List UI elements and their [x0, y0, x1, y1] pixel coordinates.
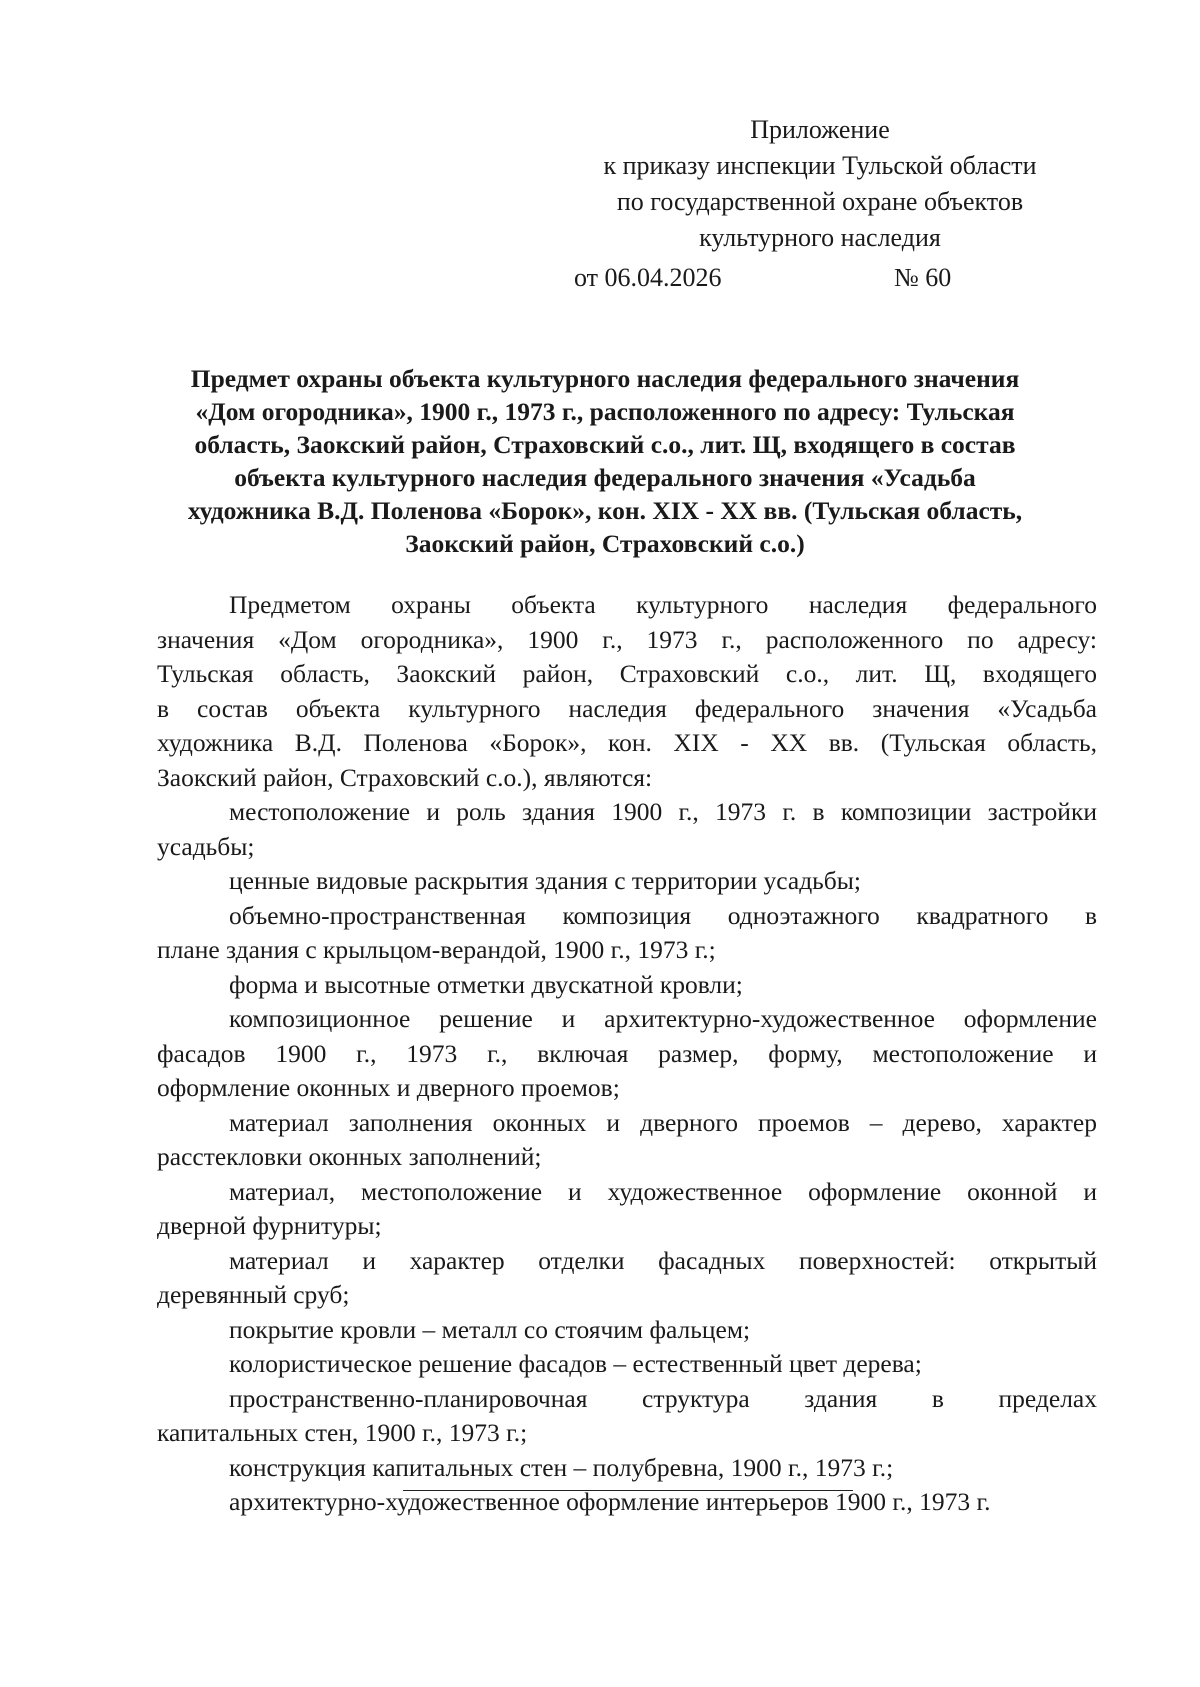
intro-paragraph: [157, 588, 1097, 795]
protection-item: [157, 1175, 1097, 1244]
body-line: ценные видовые раскрытия здания с территории усадьбы;: [229, 866, 861, 895]
body-line: покрытие кровли – металл со стоячим фальцем;: [229, 1314, 751, 1344]
appendix-label: Приложение: [750, 115, 890, 144]
body-line: капитальных стен, 1900 г., 1973 г.;: [157, 1418, 528, 1447]
appendix-header: [560, 112, 1080, 256]
body-line: оформление оконных и дверного проемов;: [157, 1073, 620, 1102]
protection-item: [157, 1382, 1097, 1451]
order-date: от 06.04.2026: [574, 263, 722, 292]
protection-item: [157, 1347, 1097, 1382]
body-line: плане здания с крыльцом-верандой, 1900 г., 1973 г.;: [157, 935, 716, 964]
body-line: Тульская область, Заокский район, Страховский с.о., лит. Щ, входящего: [157, 659, 1097, 688]
body-line: колористическое решение фасадов – естественный цвет дерева;: [229, 1349, 922, 1378]
body-line: архитектурно-художественное оформление интерьеров 1900 г., 1973 г.: [229, 1487, 991, 1516]
body-line: художника В.Д. Поленова «Борок», кон. XIX - XX вв. (Тульская область,: [157, 728, 1097, 757]
protection-items-list: [157, 795, 1097, 1520]
body-line: усадьбы;: [157, 831, 255, 861]
protection-item: [157, 864, 1097, 899]
document-title: [150, 362, 1060, 560]
protection-item: [157, 795, 1097, 864]
protection-item: [157, 1002, 1097, 1106]
appendix-agency-line: по государственной охране объектов: [616, 187, 1024, 216]
separator-line: [403, 1490, 853, 1491]
body-line: объемно-пространственная композиция одноэтажного квадратного в: [229, 900, 1097, 930]
body-line: фасадов 1900 г., 1973 г., включая размер, форму, местоположение и: [157, 1038, 1097, 1068]
protection-item: [157, 1244, 1097, 1313]
protection-item: [157, 1451, 1097, 1486]
title-line: объекта культурного наследия федерального значения «Усадьба: [234, 463, 976, 492]
body-line: материал и характер отделки фасадных поверхностей: открытый: [229, 1245, 1097, 1275]
body-line: Заокский район, Страховский с.о.), являются:: [157, 762, 653, 792]
title-line: Предмет охраны объекта культурного наследия федерального значения: [190, 364, 1020, 393]
body-line: дверной фурнитуры;: [157, 1211, 382, 1240]
body-line: конструкция капитальных стен – полубревна, 1900 г., 1973 г.;: [229, 1452, 894, 1482]
protection-item: [157, 1106, 1097, 1175]
appendix-order-line: к приказу инспекции Тульской области: [603, 151, 1037, 180]
body-line: форма и высотные отметки двускатной кровли;: [229, 969, 743, 999]
body-line: Предметом охраны объекта культурного наследия федерального: [229, 590, 1097, 619]
appendix-date-row: [574, 260, 974, 296]
body-line: деревянный сруб;: [157, 1280, 350, 1309]
title-line: «Дом огородника», 1900 г., 1973 г., расположенного по адресу: Тульская: [195, 397, 1015, 426]
title-line: художника В.Д. Поленова «Борок», кон. XIX - XX вв. (Тульская область,: [187, 496, 1023, 525]
protection-item: [157, 968, 1097, 1003]
body-line: в состав объекта культурного наследия федерального значения «Усадьба: [157, 693, 1097, 723]
body-line: материал, местоположение и художественное оформление оконной и: [229, 1176, 1097, 1206]
body-line: материал заполнения оконных и дверного проемов – дерево, характер: [229, 1107, 1097, 1137]
document-body: [157, 588, 1097, 1520]
body-line: композиционное решение и архитектурно-художественное оформление: [229, 1004, 1097, 1033]
body-line: пространственно-планировочная структура здания в пределах: [229, 1383, 1097, 1413]
title-line: область, Заокский район, Страховский с.о., лит. Щ, входящего в состав: [194, 430, 1016, 459]
body-line: значения «Дом огородника», 1900 г., 1973 г., расположенного по адресу:: [157, 624, 1097, 654]
body-line: местоположение и роль здания 1900 г., 1973 г. в композиции застройки: [229, 797, 1097, 826]
protection-item: [157, 1313, 1097, 1348]
title-line: Заокский район, Страховский с.о.): [405, 529, 805, 558]
body-line: расстекловки оконных заполнений;: [157, 1142, 542, 1171]
order-number: № 60: [894, 263, 952, 292]
protection-item: [157, 899, 1097, 968]
appendix-heritage-line: культурного наследия: [699, 223, 941, 252]
